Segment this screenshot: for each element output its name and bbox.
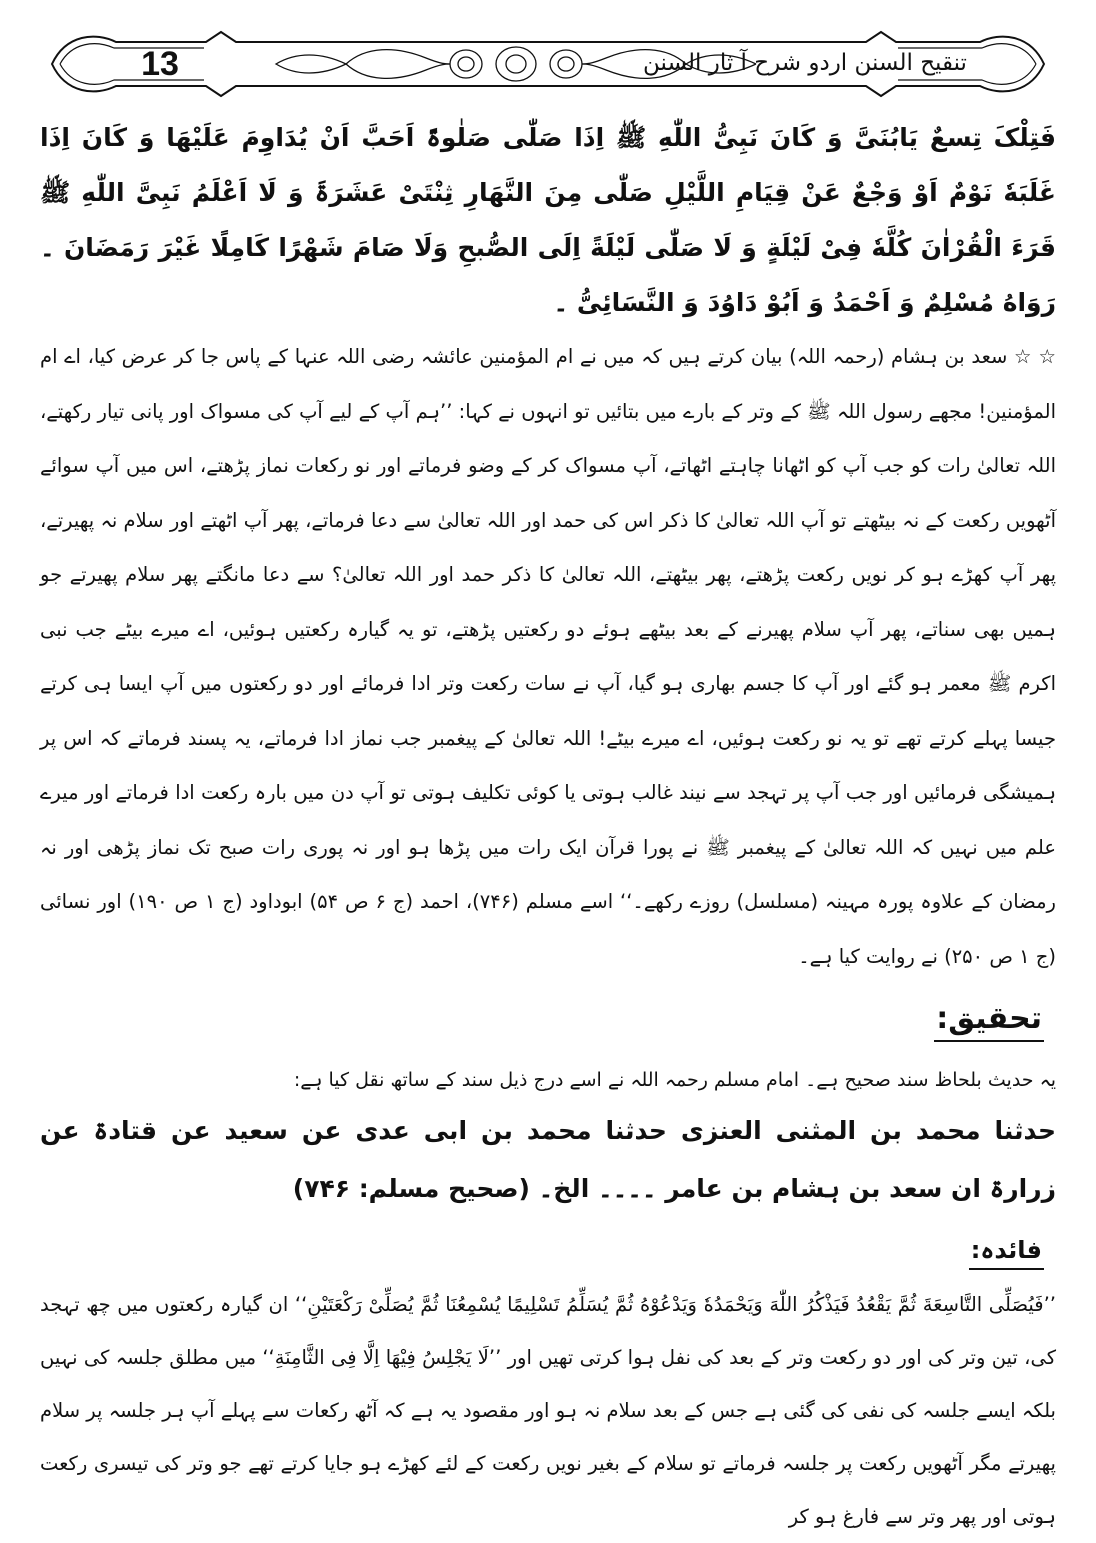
page-number: 13 [141, 45, 179, 83]
tahqiq-isnad: حدثنا محمد بن المثنی العنزی حدثنا محمد بن ابی عدی عن سعید عن قتادۃ عن زرارۃ ان سعد بن ہشام بن عامر ۔۔۔۔ الخ۔ (صحیح مسلم: ۷۴۶) [40, 1116, 1056, 1203]
tahqiq-heading-block [40, 988, 1056, 1058]
tahqiq-heading: تحقیق: [934, 998, 1044, 1042]
faida-heading: فائدہ: [969, 1232, 1044, 1270]
hadith-urdu-translation: ☆ ☆ سعد بن ہشام (رحمہ اللہ) بیان کرتے ہیں کہ میں نے ام المؤمنین عائشہ رضی اللہ عنہا کے پاس جا کر عرض کیا، اے ام المؤمنین! مجھے رسول اللہ ﷺ کے وتر کے بارے میں بتائیں تو انہوں نے کہا: ’’ہم آپ کے لیے آپ کی مسواک اور پانی تیار رکھتے، اللہ تعالیٰ رات کو جب آپ کو اٹھانا چاہتے اٹھاتے، آپ مسواک کر کے وضو فرماتے اور نو رکعات نماز پڑھتے، اس میں آپ سوائے آٹھویں رکعت کے نہ بیٹھتے تو آپ اللہ تعالیٰ کا ذکر اس کی حمد اور اللہ تعالیٰ سے دعا فرماتے، پھر آپ اٹھتے اور سلام نہ پھیرتے، پھر آپ کھڑے ہو کر نویں رکعت پڑھتے، پھر بیٹھتے، اللہ تعالیٰ کا ذکر حمد اور اللہ تعالیٰ؟ سے دعا مانگتے پھر سلام پھیرتے جو ہمیں بھی سناتے، پھر آپ سلام پھیرنے کے بعد بیٹھے ہوئے دو رکعتیں پڑھتے، تو یہ گیارہ رکعتیں ہوئیں، اے میرے بیٹے جب نبی اکرم ﷺ معمر ہو گئے اور آپ کا جسم بھاری ہو گیا، آپ نے سات رکعت وتر ادا فرمائے اور دو رکعتوں میں آپ ایسا ہی کرتے جیسا پہلے کرتے تھے تو یہ نو رکعت ہوئیں، اے میرے بیٹے! اللہ تعالیٰ کے پیغمبر جب نماز ادا فرماتے، یہ پسند فرماتے کہ اس پر ہمیشگی فرمائیں اور جب آپ پر تہجد سے نیند غالب ہوتی یا کوئی تکلیف ہوتی تو آپ دن میں بارہ رکعت ادا فرماتے اور میرے علم میں نہیں کہ اللہ تعالیٰ کے پیغمبر ﷺ نے پورا قرآن ایک رات میں پڑھا ہو اور نہ پوری رات صبح تک نماز پڑھی اور نہ رمضان کے علاوہ پورہ مہینہ (مسلسل) روزے رکھے۔‘‘ اسے مسلم (۷۴۶)، احمد (ج ۶ ص ۵۴) ابوداود (ج ۱ ص ۱۹۰) اور نسائی (ج ۱ ص ۲۵۰) نے روایت کیا ہے۔ [40, 345, 1056, 968]
faida-heading-block [40, 1222, 1056, 1278]
tahqiq-intro: یہ حدیث بلحاظ سند صحیح ہے۔ امام مسلم رحمہ اللہ نے اسے درج ذیل سند کے ساتھ نقل کیا ہے: [293, 1069, 1056, 1091]
hadith-arabic-text: فَتِلْکَ تِسعٌ یَابُنَیَّ وَ کَانَ نَبِیُّ اللّٰهِ ﷺ اِذَا صَلّٰی صَلٰوۃً اَحَبَّ اَنْ یُدَاوِمَ عَلَیْهَا وَ کَانَ اِذَا غَلَبَهٗ نَوْمٌ اَوْ وَجْعٌ عَنْ قِیَامِ اللَّیْلِ صَلّٰی مِنَ النَّهَارِ ثِنْتَیْ عَشَرَۃَ وَ لَا اَعْلَمُ نَبِیَّ اللّٰهِ ﷺ قَرَءَ الْقُرْاٰنَ کُلَّهٗ فِیْ لَیْلَةٍ وَ لَا صَلّٰی لَیْلَةً اِلَی الصُّبحِ وَلَا صَامَ شَهْرًا کَامِلًا غَیْرَ رَمَضَانَ ۔ رَوَاهُ مُسْلِمٌ وَ اَحْمَدُ وَ اَبُوْ دَاوُدَ وَ النَّسَائِیُّ ۔ [40, 123, 1056, 317]
faida-text: ’’فَیُصَلِّی التَّاسِعَةَ ثُمَّ یَقْعُدُ فَیَذْکُرُ اللّٰهَ وَیَحْمَدُهٗ وَیَدْعُوْهُ ثُمَّ یُسَلِّمُ تَسْلِیمًا یُسْمِعُنَا ثُمَّ یُصَلِّیْ رَکْعَتَیْنِ‘‘ ان گیارہ رکعتوں میں چھ تہجد کی، تین وتر کی اور دو رکعت وتر کے بعد کی نفل ہوا کرتی تھیں اور ’’لَا یَجْلِسُ فِیْهَا اِلَّا فِی الثَّامِنَةِ‘‘ میں مطلق جلسہ کی نہیں بلکہ ایسے جلسہ کی نفی کی گئی ہے جس کے بعد سلام نہ ہو اور مقصود یہ ہے کہ آٹھ رکعات سے پہلے آپ ہر جلسہ پر سلام پھیرتے مگر آٹھویں رکعت پر جلسہ فرماتے تو سلام کے بغیر نویں رکعت کے لئے کھڑے ہو جایا کرتے تھے جو وتر کی تیسری رکعت ہوتی اور پھر وتر سے فارغ ہو کر [40, 1293, 1056, 1528]
running-title: تنقیح السنن اردو شرح آ ثار السنن [643, 50, 967, 76]
page-content [40, 110, 1056, 1543]
